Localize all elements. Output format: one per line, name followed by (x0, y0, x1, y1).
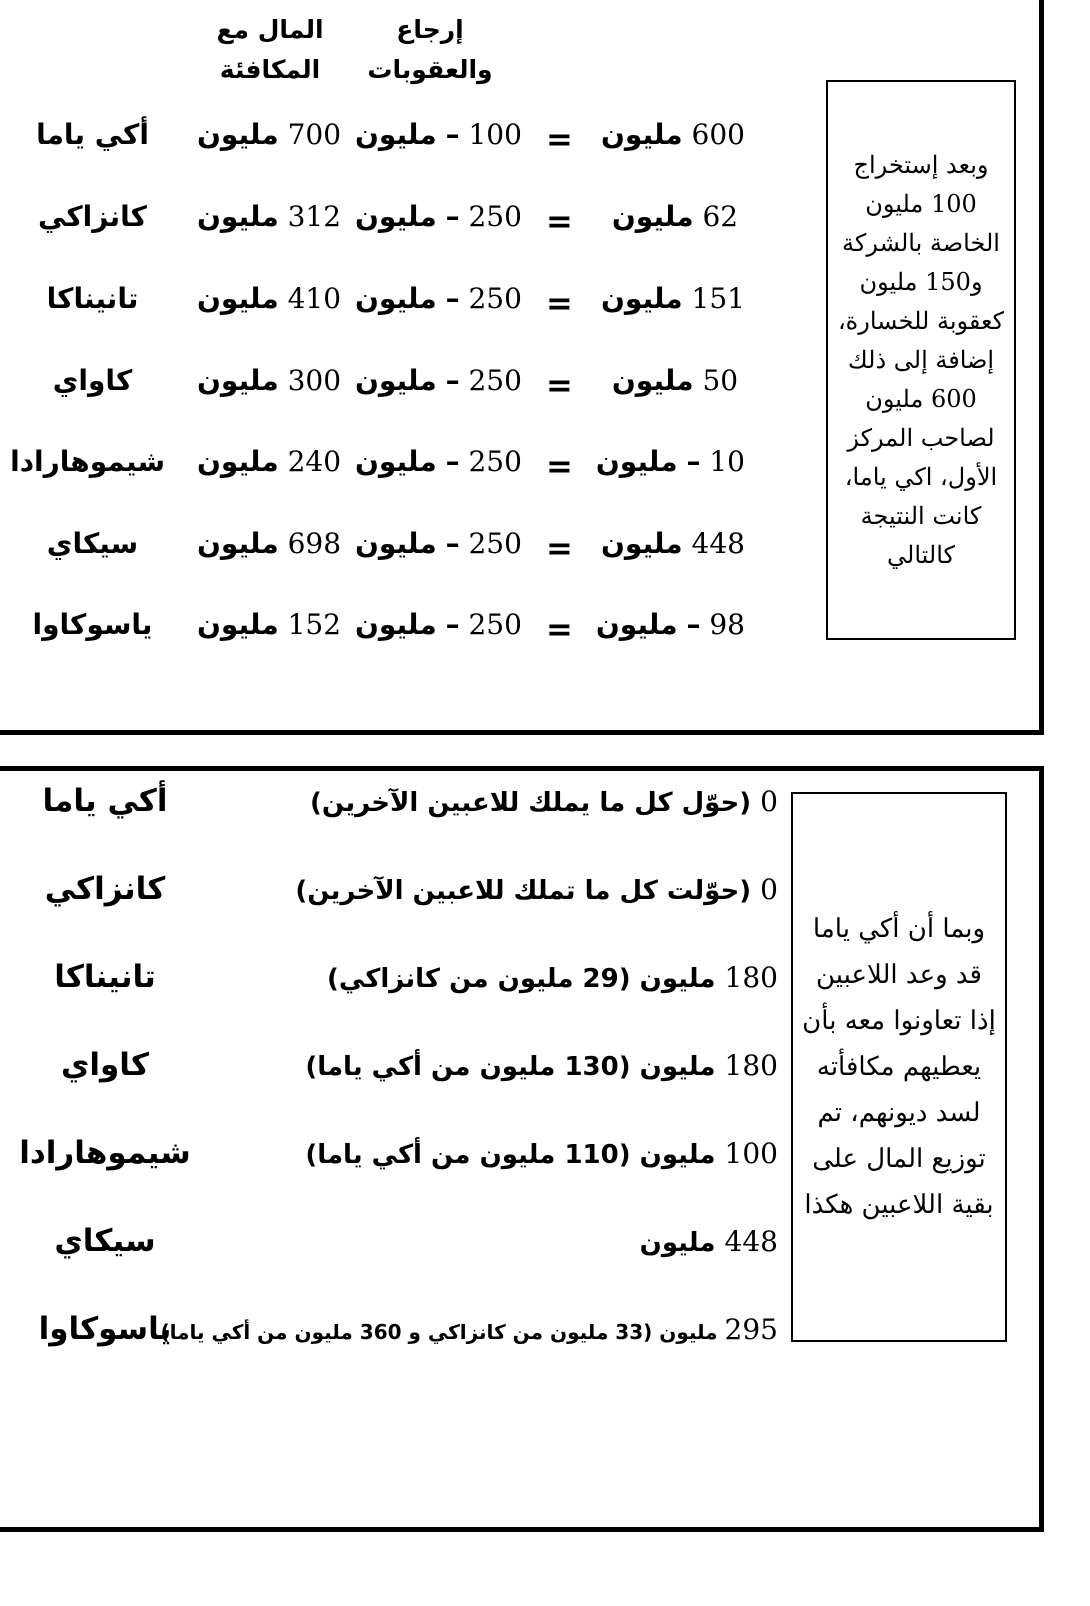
narration-text-2: وبما أن أكي ياما قد وعد اللاعبين إذا تعاونوا معه بأن يعطيهم مكافأته لسد ديونهم، تم توزيع المال على بقية اللاعبين هكذا (802, 914, 996, 1220)
unit-label: مليون (197, 118, 279, 151)
narration-box-2 (791, 792, 1007, 1342)
distribution-amount (305, 1049, 778, 1082)
result-value: 600 (691, 118, 745, 151)
player-name: كاواي (52, 364, 133, 397)
unit-label: مليون (197, 527, 279, 560)
reward-amount (197, 282, 341, 315)
player-name: سيكاي (46, 527, 139, 560)
minus-sign: – (445, 364, 460, 397)
penalty-value: 250 (468, 200, 522, 233)
amount-value: 448 (724, 1225, 778, 1258)
player-name: أكي ياما (36, 118, 149, 151)
unit-label: مليون (197, 200, 279, 233)
player-name: تانيناكا (54, 959, 156, 995)
result-value: 62 (702, 200, 739, 233)
result-amount (595, 445, 745, 478)
player-name: كاواي (61, 1047, 149, 1083)
penalty-value: 250 (468, 445, 522, 478)
result-neg-sign: – (686, 608, 701, 641)
amount-note: مليون (130 مليون من أكي ياما) (305, 1052, 716, 1082)
unit-label: مليون (355, 282, 437, 315)
amount-note: مليون (110 مليون من أكي ياما) (305, 1140, 716, 1170)
reward-amount (197, 608, 341, 641)
result-amount (600, 527, 745, 560)
unit-label: مليون (197, 608, 279, 641)
result-value: 10 (709, 445, 745, 478)
amount-note: (حوّل كل ما يملك للاعبين الآخرين) (310, 788, 752, 818)
unit-label: مليون (355, 527, 437, 560)
distribution-amount (327, 961, 778, 994)
unit-label: مليون (611, 364, 694, 397)
unit-label: مليون (600, 118, 683, 151)
result-value: 50 (702, 364, 739, 397)
equals-sign: = (546, 366, 573, 404)
minus-sign: – (445, 282, 460, 315)
amount-note: مليون (639, 1228, 716, 1258)
equals-sign: = (546, 447, 573, 485)
result-amount (605, 200, 745, 233)
reward-value: 152 (287, 608, 342, 641)
reward-amount (197, 200, 341, 233)
reward-value: 312 (287, 200, 342, 233)
amount-value: 295 (724, 1313, 778, 1346)
result-value: 98 (709, 608, 745, 641)
amount-value: 0 (760, 785, 778, 818)
penalty-value: 100 (468, 118, 522, 151)
penalty-value: 250 (468, 527, 522, 560)
equals-sign: = (546, 202, 573, 240)
header-penalty: إرجاع والعقوبات (367, 15, 493, 84)
equals-sign: = (546, 284, 573, 322)
unit-label: مليون (355, 200, 437, 233)
result-value: 448 (691, 527, 745, 560)
result-amount (605, 364, 745, 397)
minus-sign: – (445, 527, 460, 560)
penalty-value: 250 (468, 608, 522, 641)
penalty-amount (355, 118, 522, 151)
unit-label: مليون (595, 608, 678, 641)
reward-amount (197, 364, 341, 397)
amount-note: مليون (33 مليون من كانزاكي و 360 مليون من أكي ياما) (160, 1320, 718, 1344)
reward-value: 300 (287, 364, 342, 397)
unit-label: مليون (595, 445, 678, 478)
equals-sign: = (546, 610, 573, 648)
unit-label: مليون (355, 608, 437, 641)
player-name: ياسوكاوا (32, 608, 153, 641)
amount-value: 180 (724, 1049, 778, 1082)
penalty-amount (355, 608, 522, 641)
player-name: كانزاكي (38, 200, 147, 233)
unit-label: مليون (611, 200, 694, 233)
amount-note: (حوّلت كل ما تملك للاعبين الآخرين) (295, 876, 752, 906)
player-name: شيموهارادا (19, 1135, 191, 1171)
unit-label: مليون (600, 282, 683, 315)
player-name: ياسوكاوا (38, 1311, 172, 1347)
narration-box-1 (826, 80, 1016, 640)
result-amount (600, 118, 745, 151)
player-name: تانيناكا (46, 282, 139, 315)
unit-label: مليون (197, 364, 279, 397)
distribution-amount (310, 785, 778, 818)
narration-text-1: وبعد إستخراج 100 مليون الخاصة بالشركة و150 مليون كعقوبة للخسارة، إضافة إلى ذلك 600 مليون لصاحب المركز الأول، اكي ياما، كانت النتيجة كالتالي (837, 150, 1005, 569)
result-value: 151 (691, 282, 745, 315)
amount-value: 180 (724, 961, 778, 994)
amount-value: 0 (760, 873, 778, 906)
reward-value: 698 (287, 527, 342, 560)
distribution-amount (160, 1313, 778, 1346)
player-name: أكي ياما (42, 783, 168, 819)
minus-sign: – (445, 118, 460, 151)
minus-sign: – (445, 445, 460, 478)
unit-label: مليون (355, 364, 437, 397)
reward-value: 240 (287, 445, 342, 478)
unit-label: مليون (355, 118, 437, 151)
minus-sign: – (445, 200, 460, 233)
distribution-amount (640, 1225, 778, 1258)
minus-sign: – (445, 608, 460, 641)
unit-label: مليون (197, 282, 279, 315)
player-name: سيكاي (54, 1223, 156, 1259)
penalty-amount (355, 200, 522, 233)
reward-value: 410 (287, 282, 342, 315)
reward-amount (197, 445, 341, 478)
penalty-amount (355, 527, 522, 560)
result-amount (595, 608, 745, 641)
player-name: كانزاكي (44, 871, 166, 907)
reward-value: 700 (287, 118, 342, 151)
penalty-value: 250 (468, 282, 522, 315)
penalty-amount (355, 364, 522, 397)
result-amount (600, 282, 745, 315)
penalty-value: 250 (468, 364, 522, 397)
player-name: شيموهارادا (10, 445, 165, 478)
amount-note: مليون (29 مليون من كانزاكي) (327, 964, 716, 994)
unit-label: مليون (600, 527, 683, 560)
amount-value: 100 (724, 1137, 778, 1170)
distribution-amount (295, 873, 778, 906)
unit-label: مليون (355, 445, 437, 478)
header-reward: المال مع المكافئة (216, 15, 324, 84)
penalty-amount (355, 445, 522, 478)
distribution-amount (305, 1137, 778, 1170)
reward-amount (197, 118, 341, 151)
penalty-amount (355, 282, 522, 315)
result-neg-sign: – (686, 445, 701, 478)
reward-amount (197, 527, 341, 560)
unit-label: مليون (197, 445, 279, 478)
equals-sign: = (546, 529, 573, 567)
equals-sign: = (546, 120, 573, 158)
